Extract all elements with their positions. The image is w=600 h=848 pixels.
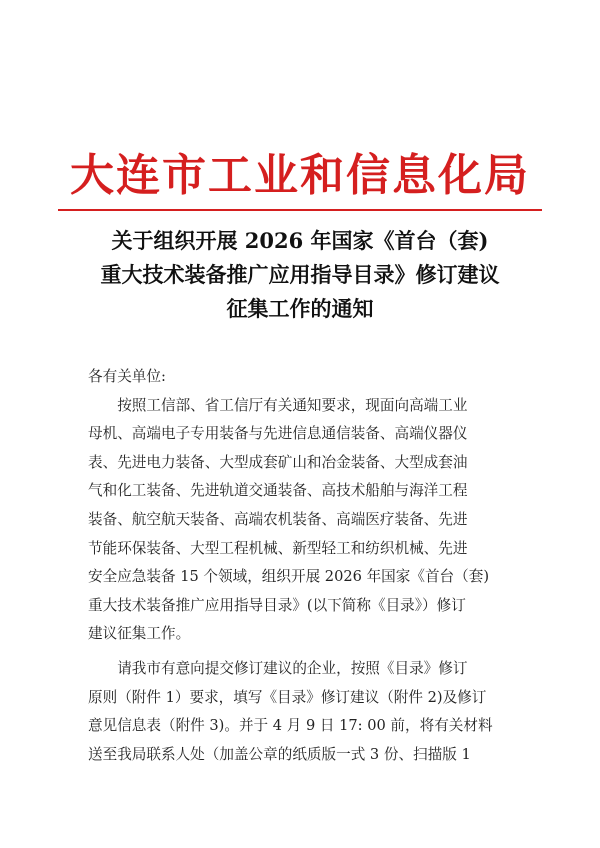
body-line: 意见信息表（附件 3)。并于 4 月 9 日 17: 00 前，将有关材料 <box>88 717 493 735</box>
notice-body <box>88 363 523 769</box>
body-line: 重大技术装备推广应用指导目录》(以下简称《目录》）修订 <box>88 596 466 614</box>
salutation: 各有关单位: <box>88 368 166 385</box>
body-line: 按照工信部、省工信厅有关通知要求，现面向高端工业 <box>88 396 468 414</box>
body-line: 装备、航空航天装备、高端农机装备、高端医疗装备、先进 <box>88 510 468 528</box>
title-line: 征集工作的通知 <box>226 296 374 321</box>
body-line: 节能环保装备、大型工程机械、新型轻工和纺织机械、先进 <box>88 539 468 557</box>
body-line: 请我市有意向提交修订建议的企业，按照《目录》修订 <box>88 659 468 677</box>
paragraph-1 <box>88 392 523 649</box>
issuing-authority-header: 大连市工业和信息化局 <box>70 150 530 201</box>
body-line: 气和化工装备、先进轨道交通装备、高技术船舶与海洋工程 <box>88 482 468 500</box>
body-line: 送至我局联系人处（加盖公章的纸质版一式 3 份、扫描版 1 <box>88 745 471 763</box>
body-line: 表、先进电力装备、大型成套矿山和冶金装备、大型成套油 <box>88 453 468 471</box>
body-line: 安全应急装备 15 个领域，组织开展 2026 年国家《首台（套) <box>88 568 490 586</box>
notice-title <box>0 224 600 326</box>
body-line: 建议征集工作。 <box>88 625 191 643</box>
paragraph-2 <box>88 655 523 769</box>
title-line: 关于组织开展 2026 年国家《首台（套) <box>111 228 489 253</box>
title-line: 重大技术装备推广应用指导目录》修订建议 <box>100 262 500 287</box>
body-line: 原则（附件 1）要求，填写《目录》修订建议（附件 2)及修订 <box>88 688 487 706</box>
body-line: 母机、高端电子专用装备与先进信息通信装备、高端仪器仪 <box>88 425 468 443</box>
red-divider-line <box>58 209 542 211</box>
